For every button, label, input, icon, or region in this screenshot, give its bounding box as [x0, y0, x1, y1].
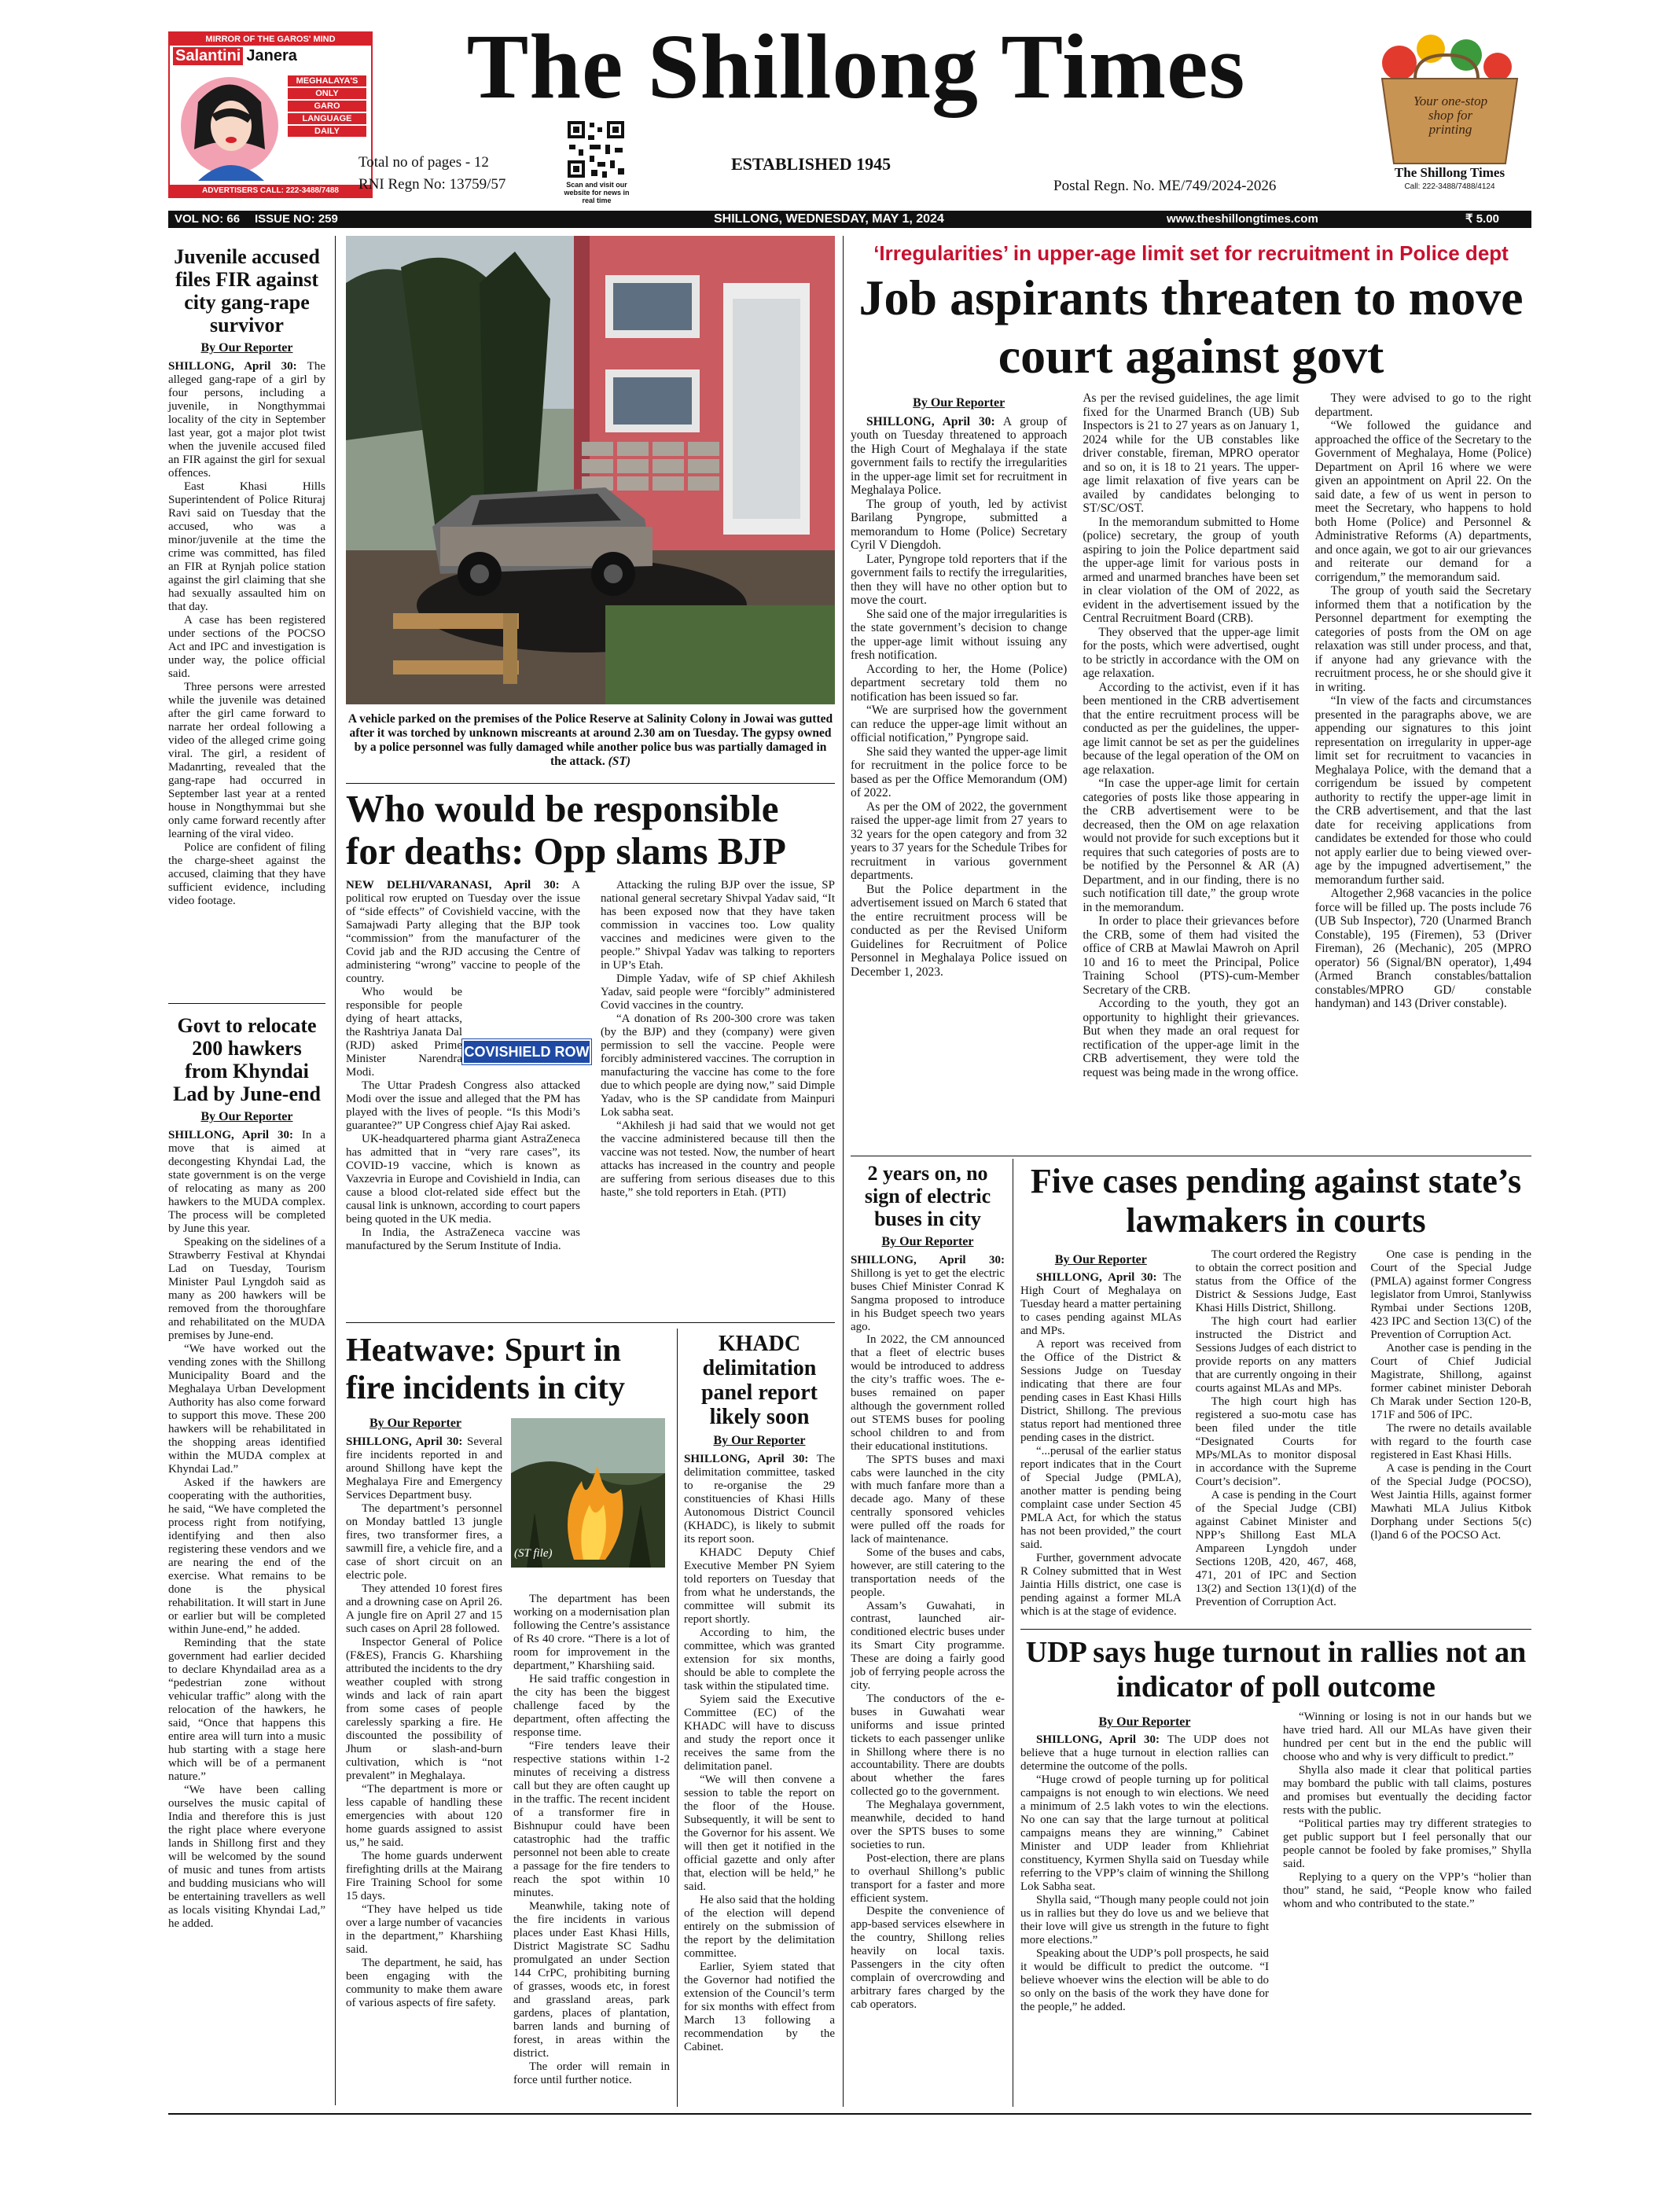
ad-tagline: MIRROR OF THE GAROS' MIND: [170, 33, 371, 46]
printing-ad-call: Call: 222-3488/7488/4124: [1404, 182, 1495, 191]
byline: By Our Reporter: [713, 1434, 806, 1447]
kicker: ‘Irregularities’ in upper-age limit set for recruitment in Police dept: [873, 241, 1509, 265]
bottom-rule: [168, 2113, 1531, 2115]
police-story: [851, 241, 1531, 1079]
fire-photo[interactable]: [511, 1418, 665, 1568]
printing-ad-text: Your one-stop shop for printing: [1413, 94, 1488, 137]
headline[interactable]: Who would be responsible for deaths: Opp slams BJP: [346, 787, 786, 873]
byline: By Our Reporter: [881, 1235, 974, 1248]
ad-brand-2: Janera: [246, 47, 297, 64]
story-body: By Our Reporter SHILLONG, April 30: A group of youth on Tuesday threatened to approach the High Court of Meghalaya if the state government fails to rectify the irregularities in the upper-age limit set for recruitment in Meghalaya Police. The group of youth, led by activist Barilang Pyngrope, submitted a memorandum to Home (Police) Secretary Cyril V Diengdoh. Later, Pyngrope told reporters that if the government fails to rectify the irregularities, then they will have no other option but to move the court. She said one of the major irregularities is the state government’s decision to change the upper-age limit without issuing any fresh notification. According to her, the Home (Police) department secretary told them no notification has been issued so far. “We are surprised how the government can reduce the upper-age limit without an official notification,” Pyngrope said. She said they wanted the upper-age limit for recruitment in the police force to be based as per the Office Memorandum (OM) of 2022. As per the OM of 2022, the government raised the upper-age limit from 27 years to 32 years for the open category and from 32 years to 37 years for the Schedule Tribes for recruitment in various government departments. But the Police department in the advertisement issued on March 6 stated that the entire recruitment process will be conducted as per the Revised Uniform Guidelines for Recruitment of Police Personnel in Meghalaya Police issued on December 1, 2023. As per the revised guidelines, the age limit fixed for the Unarmed Branch (UB) Sub Inspectors is 21 to 27 years as on January 1, 2024 while for the UB constables like driver constable, fireman, MPRO operator and so on, it is 18 to 21 years. The upper-age limit relaxation of five years can be availed by candidates belonging to ST/SC/OST. In the memorandum submitted to Home (police) secretary, the group of youth aspiring to join the Police department said the upper-age limit for various posts in armed and unarmed branches have been set in clear violation of the OM of 2022, as evident in the advertisement issued by the Central Recruitment Board (CRB). They observed that the upper-age limit for the posts, which were advertised, ought to be strictly in accordance with the OM on age relaxation. According to the activist, even if it has been mentioned in the CRB advertisement that the entire recruitment process will be conducted as per the guidelines, the upper-age limit cannot be set as per the guidelines because of the legal operation of the OM on age relaxation. “In case the upper-age limit for certain categories of posts like those appearing in the CRB advertisement were to be decreased, then the OM on age relaxation would not provide for such exceptions but it requires that such categories of posts are to be notified by the Personnel & AR (A) Department, and in our finding, there is no such notification till date,” the group wrote in the memorandum. In order to place their grievances before the CRB, some of them had visited the office of CRB at Mawlai Mawroh on April 10 and 16 to meet the Principal, Police Training School (PTS)-cum-Member Secretary of the CRB. According to the youth, they got an opportunity to highlight their grievances. But when they made an oral request for rectification of the upper-age limit in the CRB advertisement, they were told the request was being made in the wrong office. They were advised to go to the right department. “We followed the guidance and approached the office of the Secretary to the Government of Meghalaya, Home (Police) Department on April 16 where we were given an appointment on April 22. On the said date, a few of us went in person to meet the Secretary, who happens to hold both Home (Police) and Personnel & Administrative Reforms (A) departments, and once again, we got to air our grievances and reiterate our demand for a corrigendum,” the memorandum said. The group of youth said the Secretary informed them that a notification by the Personnel department for exempting the categories of posts from the OM on age relaxation was still under process, and that, if anyone had any grievance with the recruitment process, he or she should give it in writing. “In view of the facts and circumstances presented in the paragraphs above, we are appending our signatures to this joint representation on irregularity in upper-age limit set for recruitment to vacancies in Meghalaya Police, with the demand that a corrigendum be issued by competent authority to rectify the upper-age limit in the CRB advertisement, and that the last date for receiving applications from candidates be extended for those who could not apply earlier due to being viewed over-age by the impugned advertisement,” the memorandum further said. Altogether 2,968 vacancies in the police force will be filled up. The posts include 76 (UB Sub Inspector), 720 (Unarmed Branch Constable), 195 (Firemen), 53 (Driver Fireman), 26 (Mechanic), 205 (MPRO operator) 56 (Signal/BN operator), 1,494 (Armed Branch constables/battalion constables/MPRO GD/ constable handyman) and 143 (Driver constable).: [851, 391, 1531, 1079]
headline[interactable]: Govt to relocate 200 hawkers from Khyndai Lad by June-end: [173, 1014, 321, 1105]
ad-language-list: MEGHALAYA'S ONLY GARO LANGUAGE DAILY: [288, 74, 366, 138]
ad-call: ADVERTISERS CALL: 222-3488/7488: [170, 185, 371, 197]
story-body: SHILLONG, April 30: The delimitation committee, tasked to re-organise the 29 constituencies of Khasi Hills Autonomous District Council (KHADC), is likely to submit its report soon. KHADC Deputy Chief Executive Member PN Syiem told reporters on Tuesday that from what he understands, the committee will submit its report shortly. According to him, the committee, which was granted extension for six months, should be able to complete the task within the stipulated time. Syiem said the Executive Committee (EC) of the KHADC will have to discuss and study the report once it receives the same from the delimitation panel. “We will then convene a session to table the report on the floor of the House. Subsequently, it will be sent to the Governor for his assent. We will then get it notified in the official gazette and only after that, election will be held,” he said. He also said that the holding of the election will depend entirely on the submission of the report by the delimitation committee. Earlier, Syiem stated that the Governor had notified the extension of the Council’s term for six months with effect from March 13 following a recommendation by the Cabinet.: [684, 1453, 835, 2053]
printing-ad-brand: The Shillong Times: [1394, 165, 1505, 180]
photo-caption: A vehicle parked on the premises of the Police Reserve at Salinity Colony in Jowai was gutted after it was torched by unknown miscreants at around 2.30 am on Tuesday. The gypsy owned by a police personnel was fully damaged while another police bus was partially damaged in the attack. (ST): [347, 712, 833, 768]
divider: [346, 1322, 835, 1323]
khadc-story: [684, 1332, 835, 2054]
divider: [346, 783, 835, 784]
qr-caption: Scan and visit our website for news in real time: [564, 181, 630, 204]
byline: By Our Reporter: [369, 1417, 462, 1430]
heatwave-story: [346, 1332, 670, 2087]
headline[interactable]: Job aspirants threaten to move court against govt: [858, 270, 1524, 384]
website-link[interactable]: www.theshillongtimes.com: [1167, 212, 1318, 226]
divider: [1020, 1629, 1531, 1630]
salantini-janera-ad[interactable]: [168, 31, 373, 198]
issue-number: ISSUE NO: 259: [255, 212, 338, 226]
newspaper-title[interactable]: The Shillong Times: [466, 15, 1246, 118]
postal-registration: Postal Regn. No. ME/749/2024-2026: [1053, 178, 1277, 194]
volume-number: VOL NO: 66: [175, 212, 241, 226]
story-body: SHILLONG, April 30: Shillong is yet to get the electric buses Chief Minister Conrad K Sangma proposed to introduce in his Budget speech two years ago. In 2022, the CM announced that a fleet of electric buses would be introduced to address the city’s traffic woes. The e-buses remained on paper although the government rolled out STEMS buses for pooling school children to and from their educational institutions. The SPTS buses and maxi cabs were launched in the city with much fanfare more than a decade ago. Many of these centrally sponsored vehicles were pulled off the roads for lack of maintenance. Some of the buses and cabs, however, are still catering to the transportation needs of the people. Assam’s Guwahati, in contrast, launched air-conditioned electric buses under its Smart City programme. These are doing a fairly good job of ferrying people across the city. The conductors of the e-buses in Guwahati wear uniforms and issue printed tickets to each passenger unlike in Shillong where there is no accountability. There are doubts about whether the fares collected go to the government. The Meghalaya government, meanwhile, decided to hand over the SPTS buses to some societies to run. Post-election, there are plans to overhaul Shillong’s public transport for a faster and more efficient system. Despite the convenience of app-based services elsewhere in the country, Shillong relies heavily on local taxis. Passengers in the city often complain of overcrowding and arbitrary fares charged by the cab operators.: [851, 1254, 1005, 2011]
masthead: [0, 0, 1680, 212]
jungle-fire-photo: [511, 1418, 665, 1568]
hawkers-story: [168, 1014, 325, 1931]
juvenile-story: [168, 245, 325, 908]
ad-brand-1: Salantini: [173, 47, 243, 65]
byline: By Our Reporter: [913, 396, 1005, 410]
byline: By Our Reporter: [1054, 1253, 1147, 1266]
rni-number: RNI Regn No: 13759/57: [358, 176, 506, 193]
story-body: SHILLONG, April 30: The alleged gang-rape of a girl by four persons, including a juvenile, in Nongthymmai locality of the city in September last year, got a major plot twist when the juvenile accused filed an FIR against the girl for sexual offences. East Khasi Hills Superintendent of Police Rituraj Ravi said on Tuesday that the accused, who was a minor/juvenile at the time the crime was committed, has filed an FIR at Rynjah police station against the girl claiming that she had sexually assaulted him on that day. A case has been registered under sections of the POCSO Act and IPC and investigation is under way, the police official said. Three persons were arrested while the juvenile was detained after the girl came forward to narrate her ordeal following a video of the alleged crime going viral. The girl, a resident of Madanrting, revealed that the gang-rape had occurred in September last year at a rented house in Nongthymmai but she only came forward recently after learning of the viral video. Police are confident of filing the charge-sheet against the accused, claiming that they have sufficient evidence, including video footage.: [168, 360, 325, 907]
divider: [168, 1003, 325, 1004]
qr-icon: [566, 119, 626, 179]
photo-credit: (ST): [608, 755, 631, 768]
printing-ad[interactable]: [1368, 31, 1531, 198]
photo-burnt-vehicle[interactable]: [346, 236, 835, 704]
edition-date: SHILLONG, WEDNESDAY, MAY 1, 2024: [714, 212, 944, 226]
byline: By Our Reporter: [1098, 1715, 1191, 1729]
divider: [677, 1329, 678, 2107]
headline[interactable]: Juvenile accused files FIR against city gang-rape survivor: [174, 245, 320, 336]
byline: By Our Reporter: [200, 341, 293, 355]
established: ESTABLISHED 1945: [731, 154, 891, 174]
story-body: SHILLONG, April 30: Several fire incidents reported in and around Shillong have kept the Meghalaya Fire and Emergency Services Department busy. The department’s personnel on Monday battled 13 jungle fires, two transformer fires, a sawmill fire, a vehicle fire, and a case of short circuit on an electric pole. They attended 10 forest fires and a drowning case on April 26. A jungle fire on April 27 and 15 such cases on April 28 followed. Inspector General of Police (F&ES), Francis G. Kharshiing attributed the incidents to the dry weather coupled with strong winds and lack of rain apart from some cases of people carelessly sparking a fire. He discounted the possibility of Jhum or slash-and-burn cultivation, which is “not prevalent” in Meghalaya. “The department is more or less capable of handling these emergencies with about 120 home guards assigned to assist us,” he said. The home guards underwent firefighting drills at the Mairang Fire Training School for some 15 days. “They have helped us tide over a large number of vacancies in the department,” Kharshiing said. The department, he said, has been engaging with the community to make them aware of various aspects of fire safety. The department has been working on a modernisation plan following the Centre’s assistance of Rs 40 crore. “There is a lot of room for improvement in the department,” Kharshiing said. He said traffic congestion in the city has been the biggest challenge faced by the department, often affecting the response time. “Fire tenders leave their respective stations within 1-2 minutes of receiving a distress call but they are often caught up in the traffic. The recent incident of a transformer fire in Bishnupur could have been catastrophic had the traffic personnel not been able to create a passage for the fire tenders to reach the spot within 10 minutes. Meanwhile, taking note of the fire incidents in various places under East Khasi Hills, District Magistrate SC Sadhu promulgated an under Section 144 CrPC, prohibiting burning of grasses, woods etc, in forest and grassland areas, park gardens, places of plantation, barren lands and burning of forest, in areas within the district. The order will remain in force until further notice.: [346, 1435, 670, 2086]
story-body: By Our Reporter SHILLONG, April 30: The UDP does not believe that a huge turnout in election rallies can determine the outcome of the polls. “Huge crowd of people turning up for political campaigns is not enough to win elections. We need a minimum of 2.5 lakh votes to win the elections. No one can say that the large turnout at political campaigns means they are winning,” Cabinet Minister and UDP leader from Khliehriat constituency, Kyrmen Shylla said on Tuesday while referring to the VPP’s claim of winning the Shillong Lok Sabha seat. Shylla said, “Though many people could not join us in rallies but they do love us and we believe that their love will give us strength in the future to fight more elections.” Speaking about the UDP’s poll prospects, he said it would be difficult to predict the outcome. “I believe whoever wins the election will be able to do so only on the basis of the work they have done for the people,” he added. “Winning or losing is not in our hands but we have tried hard. All our MLAs have given their hundred per cent but in the end the public will choose who and why is very difficult to predict.” Shylla also made it clear that political parties may bombard the public with tall claims, postures and promises but eventually the deciding factor rests with the public. “Political parties may try different strategies to get public support but I feel personally that our people cannot be fooled by fake promises,” Shylla said. Replying to a query on the VPP’s “holier than thou” stand, he said, “People know who failed whom and who contributed to the state.”: [1020, 1711, 1531, 2013]
headline[interactable]: Heatwave: Spurt in fire incidents in city: [346, 1332, 626, 1406]
story-body: NEW DELHI/VARANASI, April 30: A political row erupted on Tuesday over the issue of “side effects” of Covishield vaccine, with the Samajwadi Party alleging that the BJP took “commission” from the manufacturer of the Covid jab and the RJD accusing the Centre of administering “wrong” vaccine to people of the country. Who would be responsible for people dying of heart attacks, the Rashtriya Janata Dal (RJD) asked Prime Minister Narendra Modi. The Uttar Pradesh Congress also attacked Modi over the issue and alleged that the PM has played with the lives of people. “Is this Modi’s guarantee?” UP Congress chief Ajay Rai asked. UK-headquartered pharma giant AstraZeneca has admitted that in “very rare cases”, its COVID-19 vaccine, which is known as Vaxzevria in Europe and Covishield in India, can cause a blood clot-related side effect but the causal link is unknown, according to court papers being quoted in the UK media. In India, the AstraZeneca vaccine was manufactured by the Serum Institute of India. Attacking the ruling BJP over the issue, SP national general secretary Shivpal Yadav said, “It has been exposed now that they have taken commission in vaccines too. Low quality vaccines and medicines were given to the people.” Shivpal Yadav was talking to reporters in UP’s Etah. Dimple Yadav, wife of SP chief Akhilesh Yadav, said people were “forcibly” administered Covid vaccines in the country. “A donation of Rs 200-300 crore was taken (by the BJP) and they (company) were given permission to sell the vaccine. People were forcibly administered vaccines. The corruption in manufacturing the vaccine has come to the fore due to which people are dying now,” said Dimple Yadav, who is the SP candidate from Mainpuri Lok sabha seat. “Akhilesh ji had said that we would not get the vaccine administered because till then the vaccine was not tested. Now, the number of heart attacks has increased in the country and people are suffering from serious diseases due to this haste,” she told reporters in Etah. (PTI): [346, 879, 835, 1252]
dateline-bar: [168, 211, 1531, 228]
story-body: SHILLONG, April 30: In a move that is aimed at decongesting Khyndai Lad, the state government is on the verge of relocating as many as 200 hawkers to the MUDA complex. The process will be completed by June this year. Speaking on the sidelines of a Strawberry Festival at Khyndai Lad on Tuesday, Tourism Minister Paul Lyngdoh said as many as 200 hawkers will be removed from the thoroughfare and rehabilitated on the MUDA premises by June-end. “We have worked out the vending zones with the Shillong Municipality Board and the Meghalaya Urban Development Authority has also come forward to support this move. These 200 hawkers will be rehabilitated in the shopping areas identified within the MUDA complex at Khyndai Lad.” Asked if the hawkers are cooperating with the authorities, he said, “We have completed the process right from notifying, identifying and then also registering these vendors and we are nearing the end of the exercise. What remains to be done is the physical rehabilitation. It will start in June or earlier but will be completed within June-end,” he added. Reminding that the state government had earlier decided to declare Khyndailad area as a “pedestrian zone without vehicular traffic” along with the relocation of the hawkers, he said, “Once that happens this entire area will turn into a music hub starting with a stage here which will be of a permanent nature.” “We have been calling ourselves the music capital of India and therefore this is just the right place where everyone lands in Shillong first and they will be welcomed by the sound of music and tunes from artists and budding musicians who will be entertaining travellers as well as locals visiting Khyndai Lad,” he added.: [168, 1129, 326, 1930]
headline[interactable]: 2 years on, no sign of electric buses in city: [864, 1162, 991, 1230]
photo-credit: (ST file): [514, 1547, 553, 1560]
udp-story: [1020, 1635, 1531, 2014]
qr-code[interactable]: [566, 119, 626, 179]
headline[interactable]: UDP says huge turnout in rallies not an indicator of poll outcome: [1025, 1636, 1527, 1704]
divider: [843, 236, 844, 2107]
headline[interactable]: Five cases pending against state’s lawmakers in courts: [1030, 1162, 1522, 1240]
ebuses-story: [851, 1162, 1005, 2012]
price: ₹ 5.00: [1465, 212, 1499, 226]
byline: By Our Reporter: [200, 1110, 293, 1123]
tag-covishield-row: COVISHIELD ROW: [462, 1039, 591, 1064]
story-body: By Our Reporter SHILLONG, April 30: The High Court of Meghalaya on Tuesday heard a matter pertaining to cases pending against MLAs and MPs. A report was received from the Office of the District & Sessions Judge on Tuesday indicating that there are four pending cases in East Khasi Hills District, Shillong. The previous status report had mentioned three pending cases in the district. “...perusal of the earlier status report indicates that in the Court of Special Judge (PMLA), another matter is pending being complaint case under Section 45 PMLA Act, for which the status has not been provided,” the court said. Further, government advocate R Colney submitted that in West Jaintia Hills district, one case is pending against a former MLA which is at the stage of evidence. The court ordered the Registry to obtain the correct position and status from the Office of the District & Sessions Judge, East Khasi Hills District, Shillong. The high court had earlier instructed the District and Sessions Judges of each district to provide reports on any matters that are currently ongoing in their courts against MLAs and MPs. The high court high has registered a suo-motu case has been filed under the title “Designated Courts for MPs/MLAs to monitor disposal in accordance with the Supreme Court’s decision”. A case is pending in the Court of the Special Judge (CBI) against Cabinet Minister and NPP’s Shillong East MLA Ampareen Lyngdoh under Sections 120B, 420, 467, 468, 471, 201 of IPC and Section 13(2) and Section 13(1)(d) of the Prevention of Corruption Act. One case is pending in the Court of the Special Judge (PMLA) against former Congress legislator from Umroi, Stanlywiss Rymbai under Sections 120B, 423 IPC and Section 13(C) of the Prevention of Corruption Act. Another case is pending in the Court of Chief Judicial Magistrate, Shillong, against former cabinet minister Deborah Ch Marak under Section 120-B, 171F and 506 of IPC. The rwere no details available with regard to the fourth case registered in East Khasi Hills. A case is pending in the Court of the Special Judge (POCSO), West Jaintia Hills, against former Mawhati MLA Julius Kitbok Dorphang under Sections 5(c)(l)and 6 of the POCSO Act.: [1020, 1248, 1532, 1618]
total-pages: Total no of pages - 12: [358, 154, 489, 171]
opp-story: [346, 788, 835, 1253]
burnt-vehicle-photo: [346, 236, 835, 704]
headline[interactable]: KHADC delimitation panel report likely soon: [700, 1332, 818, 1429]
courts-story: [1020, 1162, 1531, 1619]
divider: [335, 236, 336, 2105]
ad-woman-illustration: [175, 71, 285, 181]
